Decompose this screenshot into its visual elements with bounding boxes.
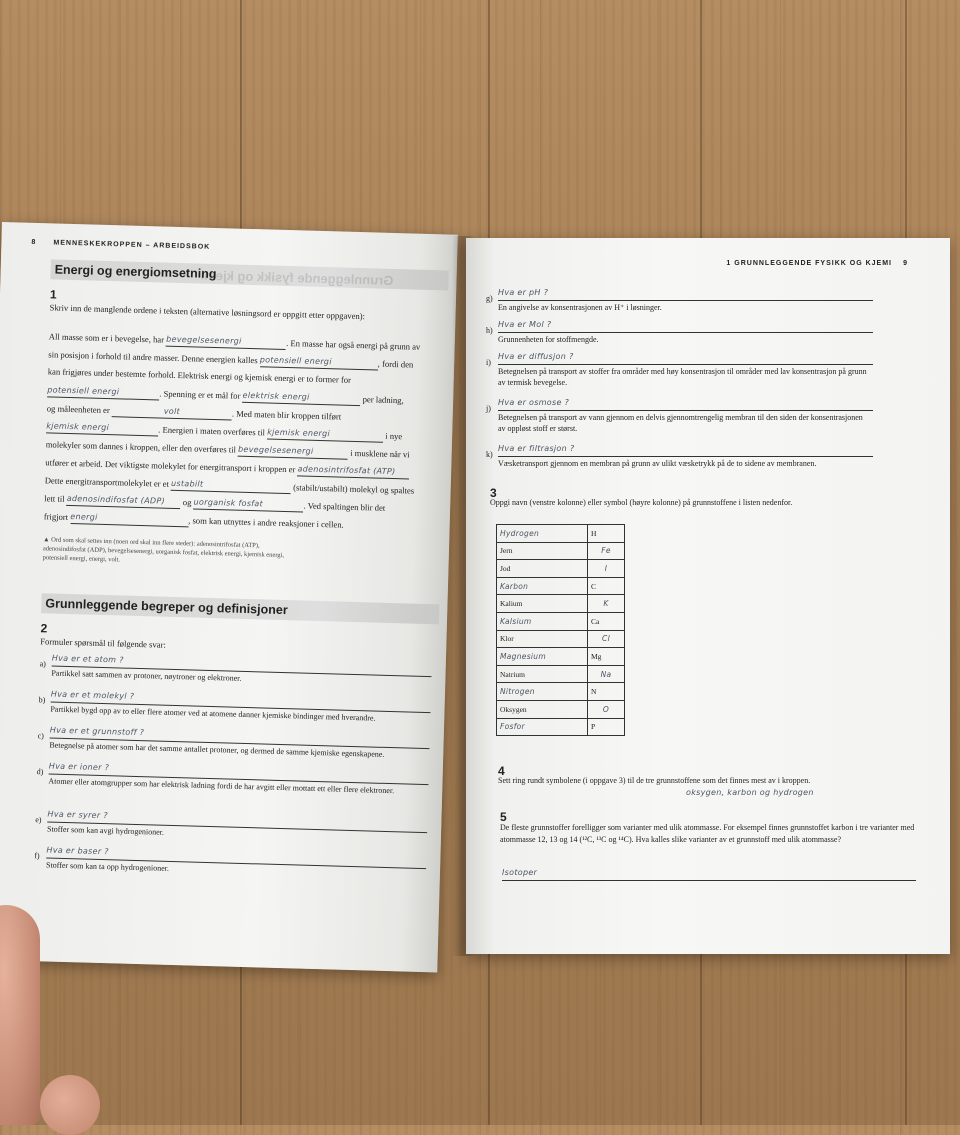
task-instruction: Formuler spørsmål til følgende svar: (40, 636, 166, 650)
task-number: 2 (40, 621, 48, 636)
task-number: 3 (490, 486, 497, 500)
handwritten-answer: bevegelsesenergi (166, 333, 286, 350)
handwritten-answer: Hva er et atom ? (52, 654, 432, 678)
handwritten-answer: Hva er ioner ? (49, 762, 429, 786)
handwritten-answer: Hva er baser ? (46, 845, 426, 869)
question-item (486, 398, 863, 433)
elements-table (496, 524, 625, 736)
element-name: Nitrogen (497, 683, 588, 701)
line-text: molekyler som dannes i kroppen, eller den overføres til (45, 439, 237, 455)
section-title-text: Grunnleggende begreper og definisjoner (45, 596, 288, 618)
handwritten-answer: adenosindifosfat (ADP) (67, 492, 181, 509)
question-definition: Væsketransport gjennom en membran på grunn av ulikt væsketrykk på de to sidene av membranen. (498, 459, 817, 468)
question-list-right (486, 288, 886, 468)
element-symbol: Na (588, 665, 625, 683)
element-name: Fosfor (497, 718, 588, 736)
line-text: frigjort (43, 511, 69, 522)
task-number: 5 (500, 810, 507, 824)
line-text: i nye (385, 430, 403, 442)
line-text: . Spenning er et mål for (159, 388, 241, 401)
question-item (486, 288, 662, 312)
handwritten-answer: Hva er osmose ? (498, 398, 873, 411)
handwritten-answer: elektrisk energi (242, 389, 360, 406)
handwritten-answer: Isotoper (502, 868, 916, 881)
element-symbol: Cl (588, 630, 625, 648)
running-header-right: 1 GRUNNLEGGENDE FYSIKK OG KJEMI (726, 260, 892, 267)
element-symbol: I (588, 560, 625, 578)
handwritten-answer: Hva er et molekyl ? (51, 690, 431, 714)
question-item (486, 352, 867, 387)
element-name: Magnesium (497, 648, 588, 666)
question-letter: f) (34, 851, 40, 861)
element-symbol: K (588, 595, 625, 613)
handwritten-answer: kjemisk energi (267, 425, 383, 442)
handwritten-answer: adenosintrifosfat (ATP) (297, 462, 409, 479)
question-item (486, 444, 817, 468)
question-item (35, 809, 165, 837)
line-text: og måleenheten er (46, 403, 110, 416)
element-row (497, 525, 625, 543)
footnote-text: Ord som skal settes inn (noen ord skal inn flere steder): adenosintrifosfat (ATP), adenosindifosfat (ADP), bevegelsesenergi, uorganisk fosfat, elektrisk energi, kjemisk energi, potensiell energi, energi, volt. (42, 536, 285, 564)
element-name: Jern (497, 542, 588, 560)
task-instruction: Oppgi navn (venstre kolonne) eller symbol (høyre kolonne) på grunnstoffene i listen nedenfor. (490, 498, 793, 507)
handwritten-answer: Hva er Mol ? (498, 320, 873, 333)
line-text: per ladning, (362, 394, 404, 406)
element-symbol: Mg (588, 648, 625, 666)
handwritten-answer: Hva er syrer ? (47, 810, 427, 834)
section-title-begreper (41, 593, 439, 624)
element-symbol: C (588, 577, 625, 595)
element-name: Klor (497, 630, 588, 648)
line-text: All masse som er i bevegelse, har (48, 331, 165, 345)
handwritten-answer: uorganisk fosfat (193, 495, 303, 512)
question-definition: Betegnelsen på transport av vann gjennom en delvis gjennomtrengelig membran til den siden der konsentrasjonen av oppløst stoff er størst. (498, 413, 863, 433)
question-definition: Betegnelsen på transport av stoffer fra områder med høy konsentrasjon til områder med lav konsentrasjon på grunn av termisk bevegelse. (498, 367, 867, 387)
element-row (497, 718, 625, 736)
line-text: lett til (44, 493, 65, 504)
handwritten-answer: Hva er diffusjon ? (498, 352, 873, 365)
arrow-up-icon: ▲ (43, 536, 50, 544)
element-row (497, 595, 625, 613)
handwritten-answer: potensiell energi (260, 353, 378, 370)
element-name: Kalium (497, 595, 588, 613)
question-letter: c) (37, 731, 45, 741)
question-letter: i) (486, 358, 491, 367)
element-name: Kalsium (497, 612, 588, 630)
task-instruction: Skriv inn de manglende ordene i teksten (alternative løsningsord er oppgitt etter oppgaven): (49, 302, 366, 322)
line-text: . Med maten blir kroppen tilført (231, 408, 342, 422)
line-text: . En masse har også energi på grunn av (286, 337, 421, 352)
line-text: kan frigjøres under bestemte forhold. Elektrisk energi og kjemisk energi er to former for (47, 366, 352, 385)
question-item (37, 725, 385, 759)
question-definition: Stoffer som kan ta opp hydrogenioner. (45, 860, 170, 873)
element-symbol: H (588, 525, 625, 543)
handwritten-answer: oksygen, karbon og hydrogen (686, 788, 814, 797)
question-letter: h) (486, 326, 493, 335)
handwritten-answer: Hva er pH ? (498, 288, 873, 301)
element-name: Hydrogen (497, 525, 588, 543)
handwritten-answer: potensiell energi (47, 383, 159, 400)
element-row (497, 683, 625, 701)
page-number-right: 9 (903, 260, 908, 267)
element-symbol: O (588, 700, 625, 718)
question-item (36, 761, 395, 796)
line-text: i musklene når vi (350, 447, 410, 460)
line-text: Dette energitransportmolekylet er et (44, 475, 170, 489)
question-item (486, 320, 599, 344)
question-item (34, 845, 170, 873)
question-definition: Atomer eller atomgrupper som har elektrisk ladning fordi de har avgitt eller mottatt ett eller flere elektroner. (48, 776, 395, 796)
task-instruction: Sett ring rundt symbolene (i oppgave 3) til de tre grunnstoffene som det finnes mest av i kroppen. (498, 776, 811, 785)
handwritten-answer: Hva er filtrasjon ? (498, 444, 873, 457)
question-definition: Partikkel bygd opp av to eller flere atomer ved at atomene danner kjemiske bindinger med hverandre. (50, 704, 376, 723)
element-symbol: P (588, 718, 625, 736)
question-letter: j) (486, 404, 491, 413)
handwritten-answer: energi (70, 510, 188, 527)
section-title-text: Energi og energiomsetning (54, 262, 217, 282)
handwritten-answer: kjemisk energi (46, 419, 158, 436)
element-row (497, 542, 625, 560)
task-number: 1 (49, 287, 57, 302)
bleed-through-text: Grunnleggende fysikk og kjemi (200, 267, 394, 288)
line-text: , som kan utnyttes i andre reaksjoner i cellen. (188, 515, 344, 530)
fill-in-paragraph (43, 329, 440, 538)
finger (40, 1075, 100, 1135)
element-row (497, 665, 625, 683)
running-header-left: MENNESKEKROPPEN – ARBEIDSBOK (53, 239, 211, 251)
question-item (39, 653, 242, 683)
question-definition: Stoffer som kan avgi hydrogenioner. (46, 824, 165, 837)
question-letter: k) (486, 450, 493, 459)
question-definition: Partikkel satt sammen av protoner, nøytroner og elektroner. (51, 668, 242, 683)
line-text: . Energien i maten overføres til (158, 424, 266, 438)
question-item (38, 689, 376, 723)
question-letter: g) (486, 294, 493, 303)
element-row (497, 612, 625, 630)
question-letter: a) (39, 659, 47, 669)
question-letter: e) (35, 815, 42, 825)
element-row (497, 560, 625, 578)
element-name: Karbon (497, 577, 588, 595)
handwritten-answer: ustabilt (171, 477, 291, 494)
right-page (466, 238, 950, 954)
question-list-left (33, 653, 432, 924)
element-row (497, 630, 625, 648)
question-letter: d) (36, 767, 44, 777)
element-name: Jod (497, 560, 588, 578)
line-text: og (182, 497, 192, 508)
page-number-left: 8 (31, 238, 37, 246)
thumb (0, 905, 40, 1125)
footnote (43, 535, 299, 569)
handwritten-answer: bevegelsesenergi (238, 443, 348, 460)
element-name: Oksygen (497, 700, 588, 718)
element-symbol: N (588, 683, 625, 701)
element-symbol: Fe (588, 542, 625, 560)
line-text: , fordi den (377, 358, 414, 370)
left-page (0, 222, 458, 972)
line-text: (stabilt/ustabilt) molekyl og spaltes (293, 482, 415, 496)
line-text: . Ved spaltingen blir det (303, 500, 386, 513)
task-instruction: De fleste grunnstoffer forelligger som varianter med ulik atommasse. For eksempel finnes grunnstoffet karbon i tre varianter med atommasse 12, 13 og 14 (¹²C, ¹³C og ¹⁴C). Hva kalles slike varianter av et grunnstoff med ulik atommasse? (500, 823, 915, 844)
element-row (497, 700, 625, 718)
question-definition: Grunnenheten for stoffmengde. (498, 335, 599, 344)
line-text: utfører et arbeid. Det viktigste molekylet for energitransport i kroppen er (45, 457, 296, 475)
line-text: sin posisjon i forhold til andre masser. Denne energien kalles (48, 349, 258, 366)
handwritten-answer: volt (112, 403, 232, 420)
question-definition: Betegnelse på atomer som har det samme antallet protoner, og dermed de samme kjemiske egenskapene. (49, 740, 385, 759)
task-number: 4 (498, 764, 505, 778)
handwritten-answer: Hva er et grunnstoff ? (50, 726, 430, 750)
question-letter: b) (38, 695, 46, 705)
element-row (497, 648, 625, 666)
element-row (497, 577, 625, 595)
element-symbol: Ca (588, 612, 625, 630)
element-name: Natrium (497, 665, 588, 683)
question-definition: En angivelse av konsentrasjonen av H⁺ i løsninger. (498, 303, 662, 312)
